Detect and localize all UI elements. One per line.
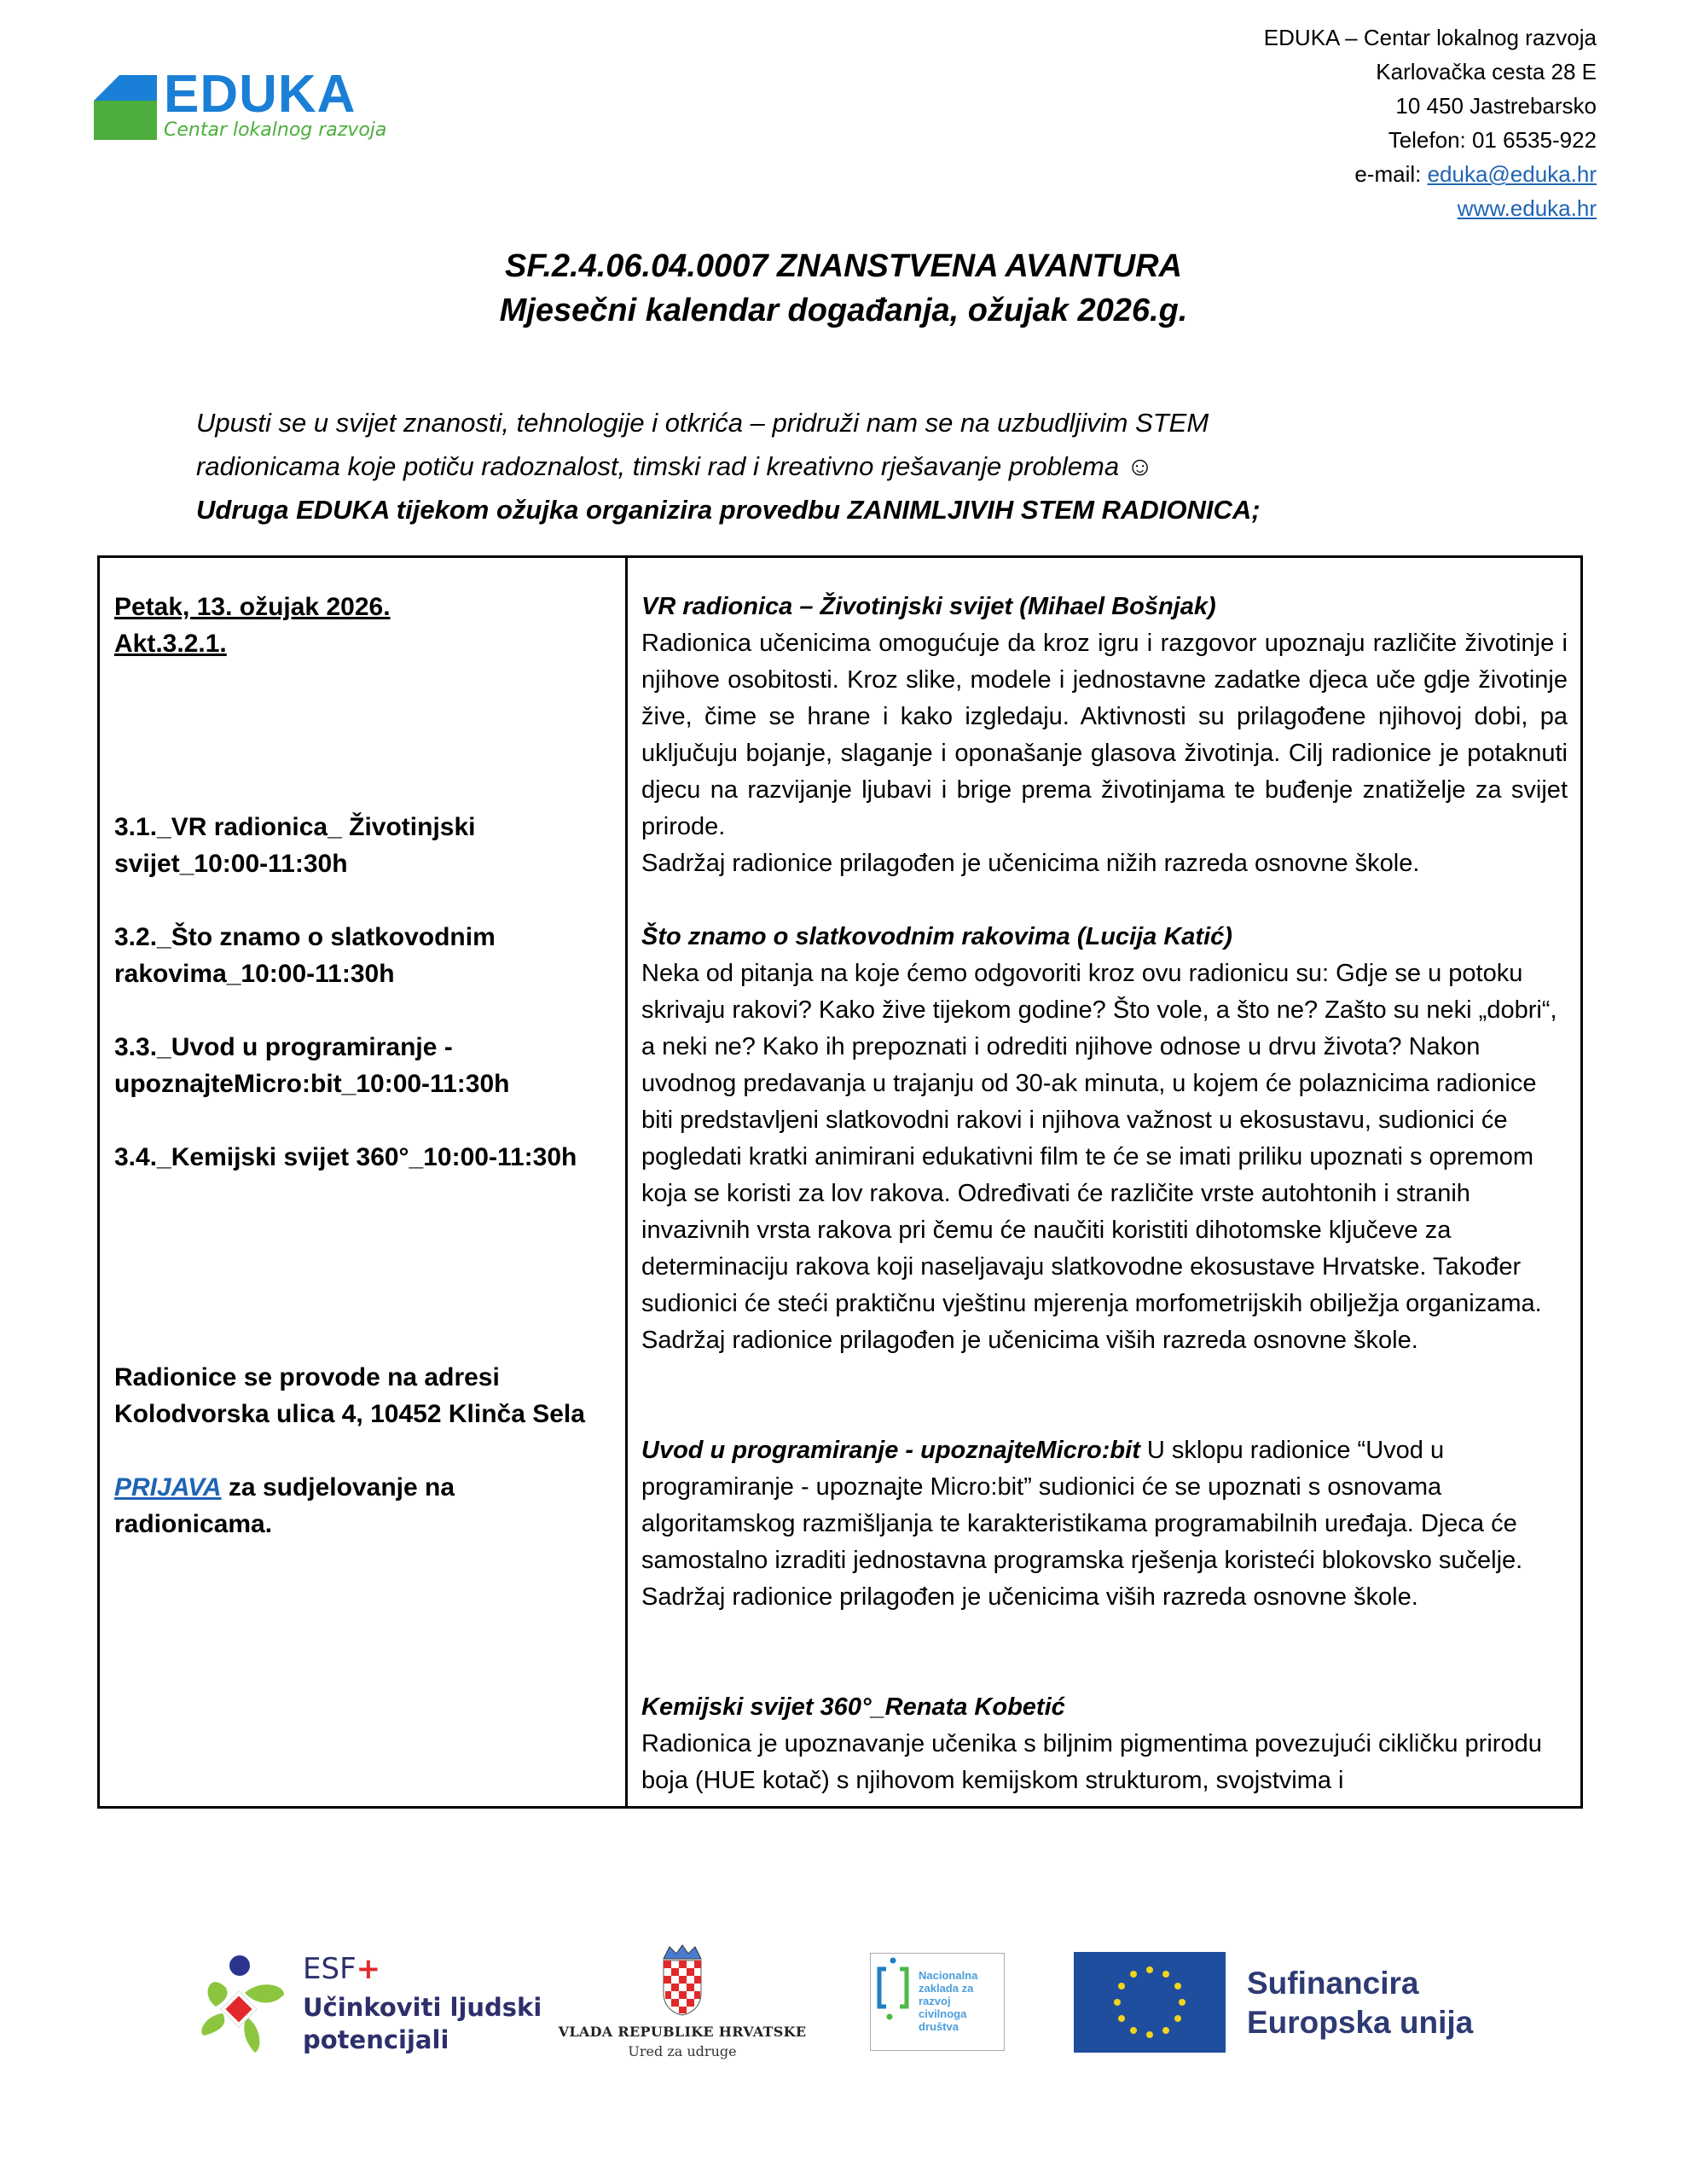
registration-text: za sudjelovanje na [221,1473,455,1502]
nzrcd-line: Nacionalna [919,1969,978,1982]
nzrcd-line: društva [919,2020,959,2033]
nzrcd-line: civilnoga [919,2007,967,2020]
title-calendar: Mjesečni kalendar događanja, ožujak 2026.g. [499,293,1188,328]
eu-line-1: Sufinancira [1247,1966,1419,2001]
vlada-line-1: VLADA REPUBLIKE HRVATSKE [558,2024,807,2040]
schedule-item-2 [114,919,617,992]
esf-line-3: potencijali [303,2025,449,2054]
eu-line-2: Europska unija [1247,2005,1474,2040]
schedule-item-line: rakovima_10:00-11:30h [114,960,395,988]
workshop-title: Uvod u programiranje - upoznajteMicro:bit [641,1437,1140,1464]
vlada-rh-logo [546,1943,819,2071]
eu-flag-icon [1074,1952,1226,2053]
location-block [114,1359,626,1432]
website-link[interactable]: www.eduka.hr [1457,195,1597,221]
table-column-divider [625,555,628,1809]
registration-link[interactable]: PRIJAVA [114,1473,222,1502]
workshop-microbit [641,1432,1568,1616]
workshop-title: Što znamo o slatkovodnim rakovima (Lucija Katić) [641,923,1232,950]
nzrcd-line: razvoj [919,1995,951,2007]
workshop-title: VR radionica – Životinjski svijet (Mihael Bošnjak) [641,593,1216,620]
contact-address-block [1264,20,1597,225]
email-link[interactable]: eduka@eduka.hr [1427,161,1597,187]
email-line [1264,157,1597,191]
intro-line-2: radionicama koje potiču radoznalost, timski rad i kreativno rješavanje problema ☺ [196,451,1154,481]
title-project-code: SF.2.4.06.04.0007 ZNANSTVENA AVANTURA [504,248,1182,284]
vlada-line-2: Ured za udruge [628,2043,737,2059]
event-date: Petak, 13. ožujak 2026. [114,593,391,621]
location-line-2: Kolodvorska ulica 4, 10452 Klinča Sela [114,1400,585,1428]
schedule-item-1 [114,809,617,882]
workshop-description: Radionica je upoznavanje učenika s biljnim pigmentima povezujući cikličku prirodu boja (HUE kotač) s njihovom kemijskom strukturom, svojstvima i [641,1730,1542,1794]
intro-line-1: Upusti se u svijet znanosti, tehnologije i otkrića – pridruži nam se na uzbudljivim STEM [196,408,1209,438]
workshop-audience: Sadržaj radionice prilagođen je učenicima viših razreda osnovne škole. [641,1327,1418,1354]
schedule-item-4 [114,1139,626,1176]
esf-plus: + [356,1952,381,1986]
schedule-item-line: 3.1._VR radionica_ Životinjski [114,813,476,841]
intro-paragraph [196,401,1433,531]
logo-wordmark: EDUKA [164,65,357,124]
croatian-coat-of-arms-icon [661,1943,704,2017]
event-date-block [114,589,617,662]
workshop-kemija [641,1689,1568,1799]
email-label: e-mail: [1354,161,1428,187]
nzrcd-text [919,1969,977,2033]
nzrcd-line: zaklada za [919,1982,974,1995]
schedule-item-line: 3.2._Što znamo o slatkovodnim [114,923,496,951]
workshop-audience: Sadržaj radionice prilagođen je učenicima nižih razreda osnovne škole. [641,850,1420,877]
logo-subtitle: Centar lokalnog razvoja [164,119,387,141]
registration-block [114,1469,617,1542]
esf-flower-icon [192,1954,294,2056]
esf-logo [192,1947,542,2075]
location-line-1: Radionice se provode na adresi [114,1363,500,1391]
schedule-item-line: svijet_10:00-11:30h [114,850,348,878]
schedule-item-3 [114,1029,617,1102]
workshop-title: Kemijski svijet 360°_Renata Kobetić [641,1693,1065,1721]
esf-label: ESF [303,1952,357,1986]
org-name: EDUKA – Centar lokalnog razvoja [1263,25,1597,50]
street-address: Karlovačka cesta 28 E [1376,59,1597,84]
workshop-description: U sklopu radionice “Uvod u programiranje - upoznajte Micro:bit” sudionici će se upoznati s osnovama algoritamskog razmišljanja te karakteristikama programabilnih uređaja. Djeca će samostalno izraditi jednostavna programska rješenja koristeći blokovsko sučelje. Sadržaj radionice prilagođen je učenicima viših razreda osnovne škole. [641,1437,1523,1611]
registration-text-2: radionicama. [114,1510,273,1538]
eduka-logo [94,65,387,169]
workshop-vr [641,589,1568,882]
eu-cofinancing-logo [1074,1952,1534,2053]
document-title [0,244,1687,333]
phone: Telefon: 01 6535-922 [1388,127,1597,153]
esf-line-2: Učinkoviti ljudski [303,1993,542,2022]
schedule-item-line: 3.4._Kemijski svijet 360°_10:00-11:30h [114,1143,577,1171]
schedule-item-line: upoznajteMicro:bit_10:00-11:30h [114,1070,510,1098]
activity-code: Akt.3.2.1. [114,630,227,658]
nzrcd-bracket-icon [874,1955,912,2024]
workshop-rakovi [641,919,1568,1359]
schedule-item-line: 3.3._Uvod u programiranje - [114,1033,453,1061]
workshop-description: Neka od pitanja na koje ćemo odgovoriti kroz ovu radionicu su: Gdje se u potoku skrivaju rakovi? Kako žive tijekom godine? Što vole, a što ne? Zašto su neki „dobri“, a neki ne? Kako ih prepoznati i odrediti njihove odnose u drvu života? Nakon uvodnog predavanja u trajanju od 30-ak minuta, u kojem će polaznicima radionice biti predstavljeni slatkovodni rakovi i njihova važnost u ekosustavu, sudionici će pogledati kratki animirani edukativni film te će se imati priliku upoznati s opremom koja se koristi za lov rakova. Određivati će različite vrste autohtonih i stranih invazivnih vrsta rakova pri čemu će naučiti koristiti dihotomske ključeve za determinaciju rakova koji naseljavaju slatkovodne ekosustave Hrvatske. Također sudionici će steći praktičnu vještinu mjerenja morfometrijskih obilježja organizama. [641,960,1557,1317]
city: 10 450 Jastrebarsko [1395,93,1597,119]
workshop-description: Radionica učenicima omogućuje da kroz igru i razgovor upoznaju različite životinje i njihove osobitosti. Kroz slike, modele i jednostavne zadatke djeca uče gdje životinje žive, čime se hrane i kako izgledaju. Aktivnosti su prilagođene njihovoj dobi, pa uključuju bojanje, slaganje i oponašanje glasova životinja. Cilj radionice je potaknuti djecu na razvijanje ljubavi i brige prema životinjama te buđenje znatiželje za svijet prirode. [641,630,1568,840]
nzrcd-logo [870,1953,1005,2051]
intro-line-3: Udruga EDUKA tijekom ožujka organizira provedbu ZANIMLJIVIH STEM RADIONICA; [196,495,1261,525]
eduka-logo-mark-icon [94,75,157,140]
